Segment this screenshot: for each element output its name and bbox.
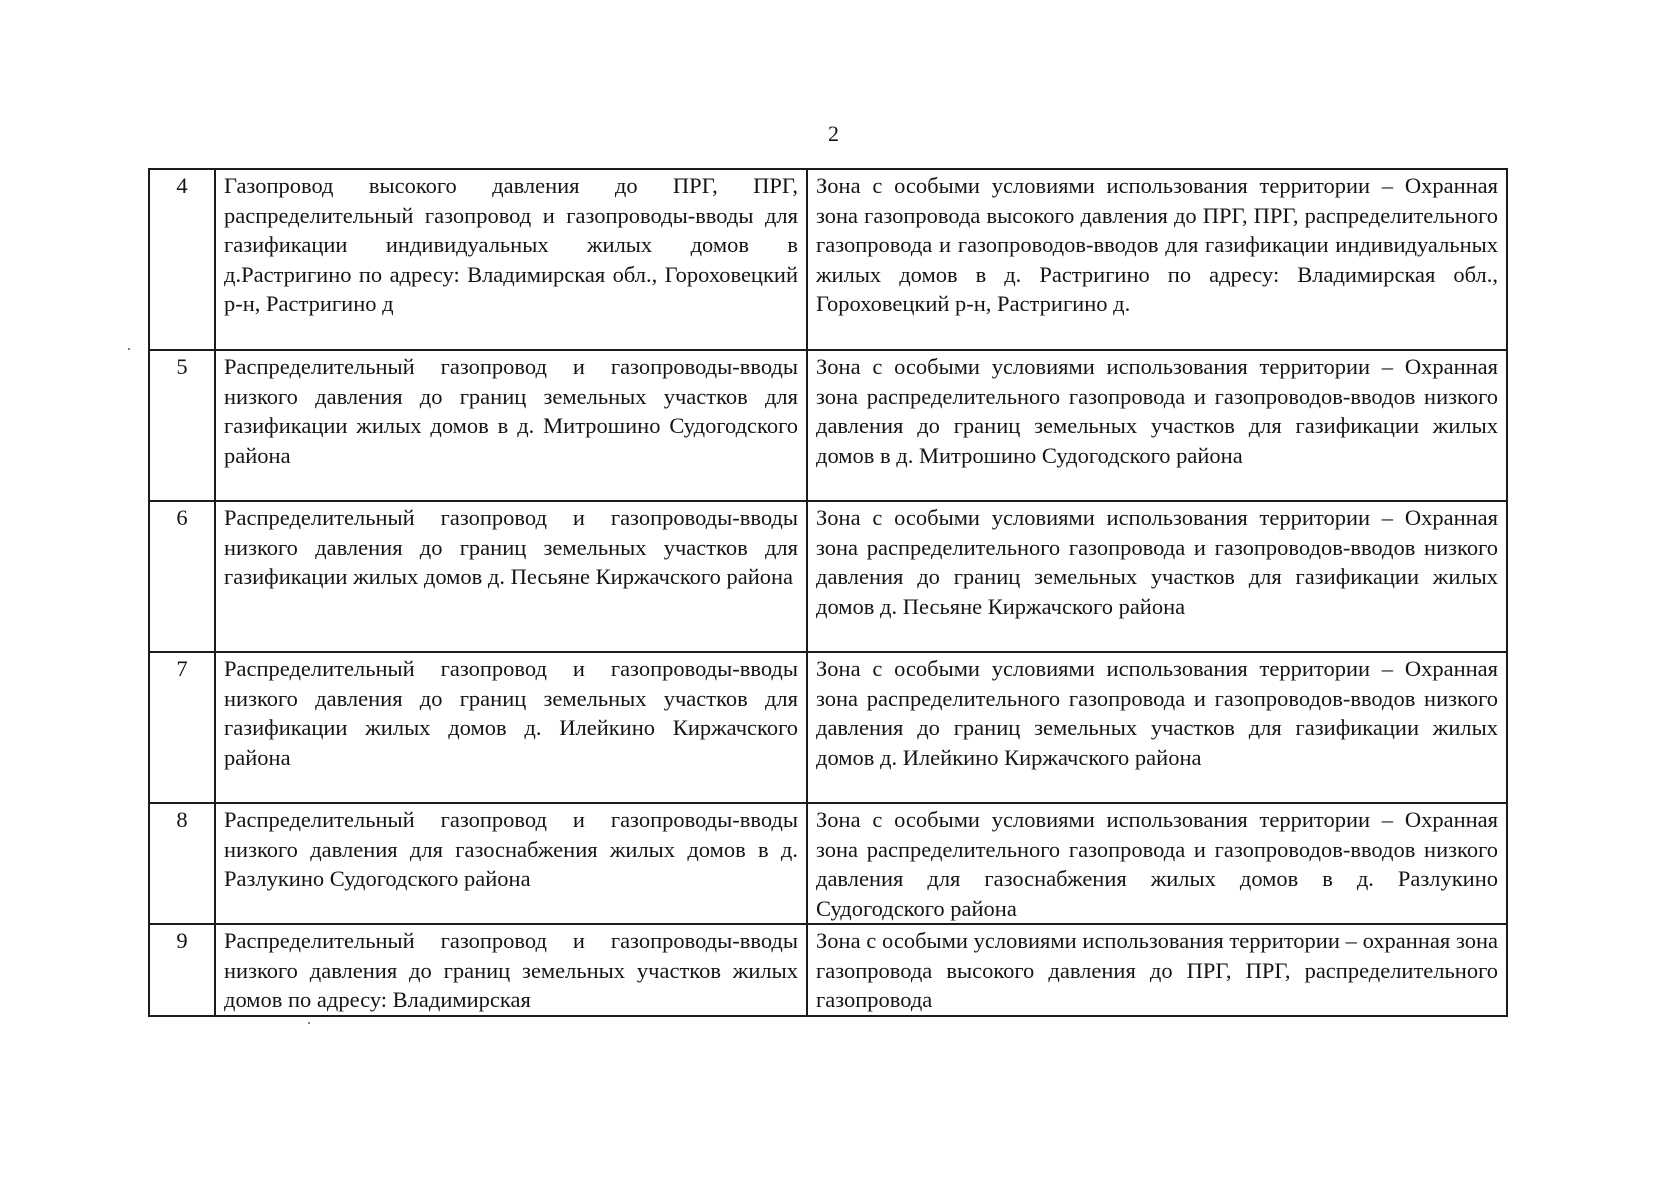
table-row (149, 501, 1507, 652)
object-description: Распределительный газопровод и газопроводы-вводы низкого давления для газоснабжения жилых домов в д. Разлукино Судогодского района (215, 803, 807, 924)
zones-table (148, 168, 1508, 1017)
object-description: Распределительный газопровод и газопроводы-вводы низкого давления до границ земельных участков жилых домов по адресу: Владимирская (215, 924, 807, 1016)
table-row (149, 350, 1507, 501)
row-number: 9 (149, 924, 215, 1016)
page-number: 2 (828, 121, 839, 146)
zone-description: Зона с особыми условиями использования территории – охранная зона газопровода высокого давления до ПРГ, ПРГ, распределительного газопровода (807, 924, 1507, 1016)
table-row (149, 803, 1507, 924)
row-number: 6 (149, 501, 215, 652)
row-number: 4 (149, 169, 215, 350)
zone-description: Зона с особыми условиями использования территории – Охранная зона распределительного газопровода и газопроводов-вводов низкого давления до границ земельных участков для газификации жилых домов д. Песьяне Киржачского района (807, 501, 1507, 652)
object-description: Распределительный газопровод и газопроводы-вводы низкого давления до границ земельных участков для газификации жилых домов д. Песьяне Киржачского района (215, 501, 807, 652)
zone-description: Зона с особыми условиями использования территории – Охранная зона распределительного газопровода и газопроводов-вводов низкого давления для газоснабжения жилых домов в д. Разлукино Судогодского района (807, 803, 1507, 924)
row-number: 8 (149, 803, 215, 924)
row-number: 7 (149, 652, 215, 803)
object-description: Распределительный газопровод и газопроводы-вводы низкого давления до границ земельных участков для газификации жилых домов в д. Митрошино Судогодского района (215, 350, 807, 501)
object-description: Распределительный газопровод и газопроводы-вводы низкого давления до границ земельных участков для газификации жилых домов д. Илейкино Киржачского района (215, 652, 807, 803)
zone-description: Зона с особыми условиями использования территории – Охранная зона газопровода высокого давления до ПРГ, ПРГ, распределительного газопровода и газопроводов-вводов для газификации индивидуальных жилых домов в д. Растригино по адресу: Владимирская обл., Гороховецкий р-н, Растригино д. (807, 169, 1507, 350)
scan-speck (128, 348, 130, 350)
zone-description: Зона с особыми условиями использования территории – Охранная зона распределительного газопровода и газопроводов-вводов низкого давления до границ земельных участков для газификации жилых домов д. Илейкино Киржачского района (807, 652, 1507, 803)
object-description: Газопровод высокого давления до ПРГ, ПРГ, распределительный газопровод и газопроводы-вводы для газификации индивидуальных жилых домов в д.Растригино по адресу: Владимирская обл., Гороховецкий р-н, Растригино д (215, 169, 807, 350)
table-row (149, 169, 1507, 350)
table-row (149, 924, 1507, 1016)
zone-description: Зона с особыми условиями использования территории – Охранная зона распределительного газопровода и газопроводов-вводов низкого давления до границ земельных участков для газификации жилых домов в д. Митрошино Судогодского района (807, 350, 1507, 501)
table-row (149, 652, 1507, 803)
scan-speck (308, 1022, 310, 1024)
row-number: 5 (149, 350, 215, 501)
